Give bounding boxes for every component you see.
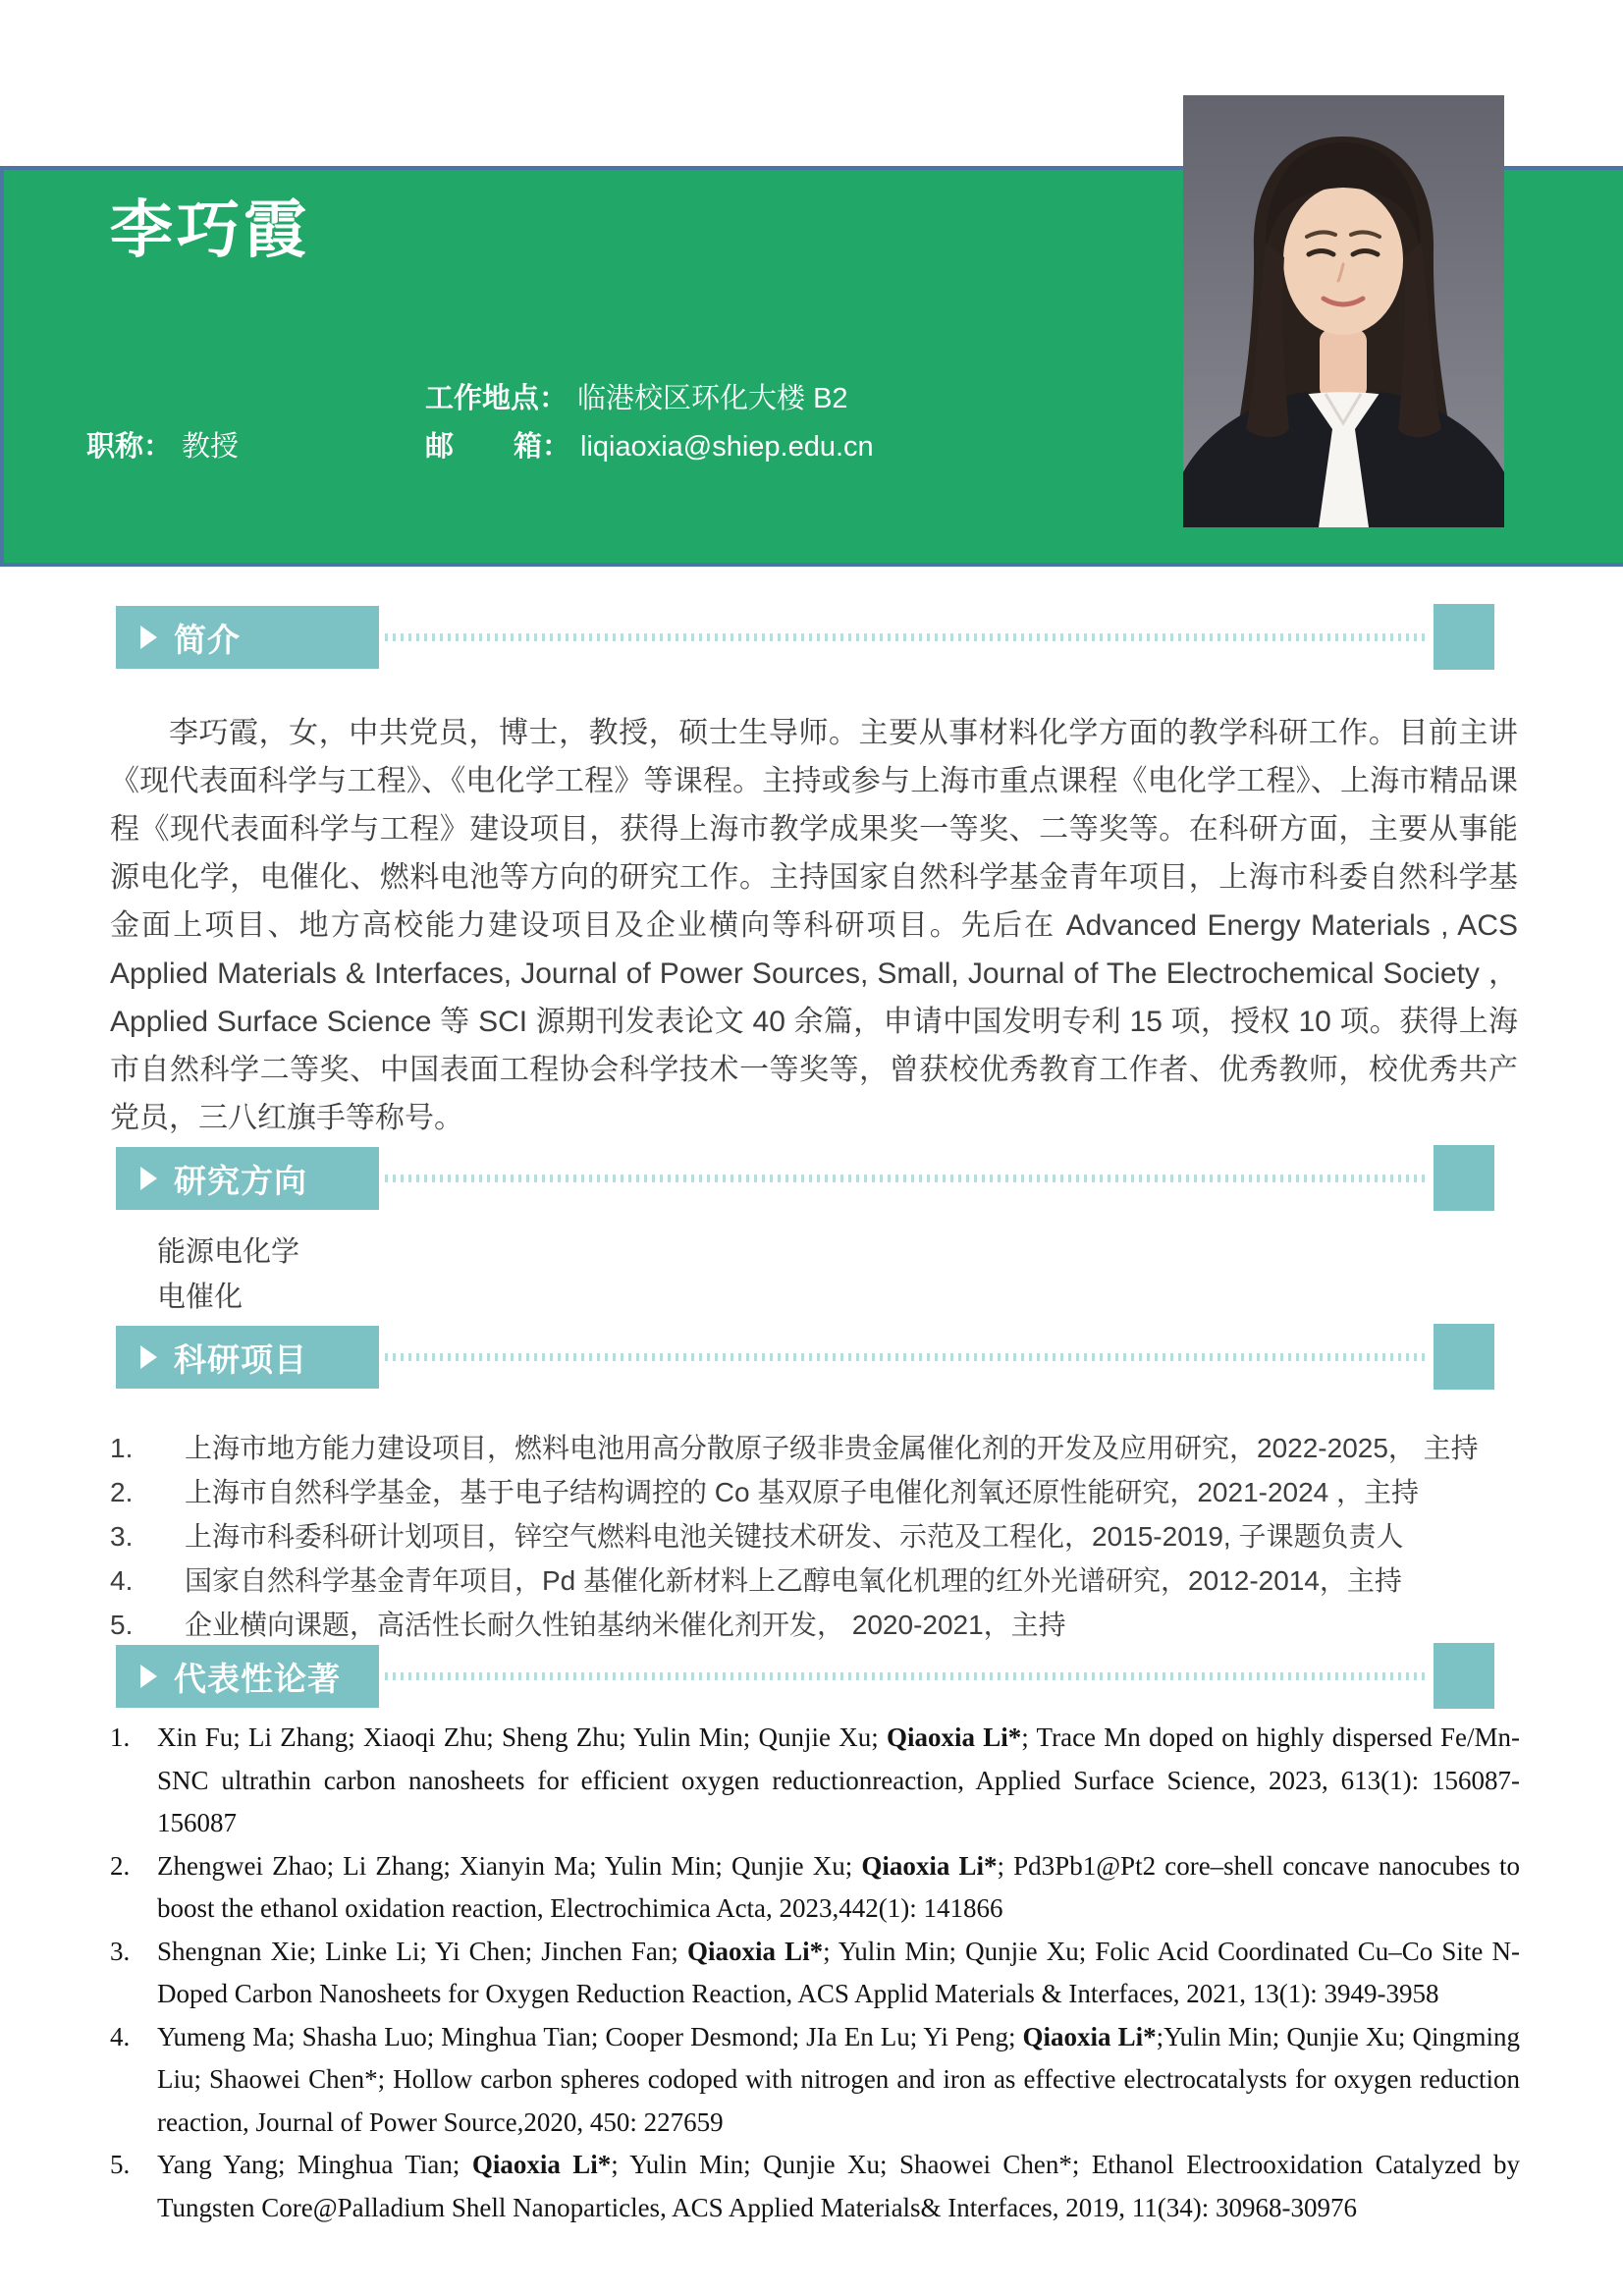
publication-text: ;Yulin Min; Qunjie Xu; Qingming Liu; Shaowei Chen*; Hollow carbon spheres codoped with nitrogen and iron as effective electrocatalysts for oxygen reduction reaction, Journal of Power Source,2020, 450: 227659 bbox=[157, 2021, 1520, 2137]
list-item-number: 4. bbox=[110, 2021, 131, 2051]
list-item-number: 4. bbox=[110, 1565, 134, 1596]
list-item: 5. 企业横向课题，高活性长耐久性铂基纳米催化剂开发， 2020-2021，主持 bbox=[110, 1603, 1518, 1647]
job-title-label: 职称： bbox=[86, 431, 173, 463]
list-item-number: 2. bbox=[110, 1477, 134, 1507]
list-item-number: 3. bbox=[110, 1521, 134, 1552]
list-item-number: 2. bbox=[110, 1850, 131, 1881]
author-highlight: Qiaoxia Li* bbox=[687, 1936, 824, 1966]
job-title-row bbox=[86, 424, 239, 465]
email-row bbox=[425, 424, 874, 465]
divider-end-square bbox=[1434, 1643, 1494, 1709]
publication-text: Xin Fu; Li Zhang; Xiaoqi Zhu; Sheng Zhu; Yulin Min; Qunjie Xu; bbox=[157, 1722, 887, 1752]
list-item: 能源电化学 bbox=[157, 1236, 300, 1268]
page-title: 李巧霞 bbox=[110, 194, 310, 265]
dotted-divider bbox=[385, 1353, 1430, 1361]
publication-text: Yang Yang; Minghua Tian; bbox=[157, 2150, 472, 2179]
publication-text: ; Yulin Min; Qunjie Xu; Folic Acid Coordinated Cu–Co Site N-Doped Carbon Nanosheets for Oxygen Reduction Reaction, ACS Applid Materials & Interfaces, 2021, 13(1): 3949-3958 bbox=[157, 1936, 1521, 2008]
dotted-divider bbox=[385, 633, 1430, 641]
play-arrow-icon bbox=[140, 1345, 157, 1369]
section-header-intro bbox=[116, 606, 379, 669]
list-item: 电催化 bbox=[157, 1282, 243, 1313]
author-highlight: Qiaoxia Li* bbox=[1022, 2021, 1157, 2051]
list-item-number: 1. bbox=[110, 1722, 131, 1752]
list-item-number: 3. bbox=[110, 1936, 131, 1966]
section-title: 科研项目 bbox=[174, 1340, 307, 1378]
list-item-number: 1. bbox=[110, 1433, 134, 1463]
play-arrow-icon bbox=[140, 1665, 157, 1688]
divider-end-square bbox=[1434, 1324, 1494, 1390]
research-project-list bbox=[110, 1426, 1518, 1647]
section-title: 简介 bbox=[174, 621, 241, 658]
section-header-projects bbox=[116, 1326, 379, 1389]
list-item bbox=[110, 1931, 1520, 2016]
list-item bbox=[110, 1845, 1520, 1931]
play-arrow-icon bbox=[140, 1167, 157, 1190]
author-highlight: Qiaoxia Li* bbox=[861, 1850, 998, 1881]
publication-text: Zhengwei Zhao; Li Zhang; Xianyin Ma; Yulin Min; Qunjie Xu; bbox=[157, 1850, 862, 1881]
list-item: 4. 国家自然科学基金青年项目，Pd 基催化新材料上乙醇电氧化机理的红外光谱研究，2012-2014，主持 bbox=[110, 1558, 1518, 1603]
divider-end-square bbox=[1434, 604, 1494, 670]
list-item: 3. 上海市科委科研计划项目，锌空气燃料电池关键技术研发、示范及工程化，2015-2019, 子课题负责人 bbox=[110, 1514, 1518, 1558]
list-item bbox=[110, 1717, 1520, 1845]
intro-paragraph: 李巧霞，女，中共党员，博士，教授，硕士生导师。主要从事材料化学方面的教学科研工作。目前主讲《现代表面科学与工程》、《电化学工程》等课程。主持或参与上海市重点课程《电化学工程》、上海市精品课程《现代表面科学与工程》建设项目，获得上海市教学成果奖一等奖、二等奖等。在科研方面，主要从事能源电化学，电催化、燃料电池等方向的研究工作。主持国家自然科学基金青年项目，上海市科委自然科学基金面上项目、地方高校能力建设项目及企业横向等科研项目。先后在 Advanced Energy Materials , ACS Applied Materials & Interfaces, Journal of Power Sources, Small, Journal of The Electrochemical Society ， Applied Surface Science 等 SCI 源期刊发表论文 40 余篇，申请中国发明专利 15 项，授权 10 项。获得上海市自然科学二等奖、中国表面工程协会科学技术一等奖等，曾获校优秀教育工作者、优秀教师，校优秀共产党员，三八红旗手等称号。 bbox=[110, 717, 1518, 1134]
dotted-divider bbox=[385, 1175, 1430, 1182]
section-header-publications bbox=[116, 1645, 379, 1708]
portrait-photo bbox=[1183, 95, 1504, 527]
list-item: 1. 上海市地方能力建设项目，燃料电池用高分散原子级非贵金属催化剂的开发及应用研究，2022-2025， 主持 bbox=[110, 1426, 1518, 1470]
research-direction-list bbox=[157, 1230, 299, 1320]
work-location-row bbox=[425, 376, 848, 416]
work-location-label: 工作地点： bbox=[425, 383, 568, 414]
section-title: 研究方向 bbox=[174, 1162, 307, 1199]
email-value: liqiaoxia@shiep.edu.cn bbox=[580, 431, 874, 463]
publication-text: Yumeng Ma; Shasha Luo; Minghua Tian; Cooper Desmond; JIa En Lu; Yi Peng; bbox=[157, 2021, 1023, 2051]
dotted-divider bbox=[385, 1672, 1430, 1680]
portrait-illustration bbox=[1183, 95, 1504, 527]
section-header-research bbox=[116, 1147, 379, 1210]
list-item bbox=[110, 2144, 1520, 2229]
section-title: 代表性论著 bbox=[174, 1660, 341, 1697]
publication-text: ; Trace Mn doped on highly dispersed Fe/Mn-SNC ultrathin carbon nanosheets for efficient oxygen reductionreaction, Applied Surface Science, 2023, 613(1): 156087-156087 bbox=[157, 1722, 1521, 1837]
job-title-value: 教授 bbox=[182, 431, 240, 463]
author-highlight: Qiaoxia Li* bbox=[887, 1722, 1022, 1752]
play-arrow-icon bbox=[140, 626, 157, 649]
publication-text: ; Pd3Pb1@Pt2 core–shell concave nanocubes to boost the ethanol oxidation reaction, Electrochimica Acta, 2023,442(1): 141866 bbox=[157, 1850, 1521, 1923]
author-highlight: Qiaoxia Li* bbox=[471, 2150, 612, 2179]
publication-text: ; Yulin Min; Qunjie Xu; Shaowei Chen*; Ethanol Electrooxidation Catalyzed by Tungsten Core@Palladium Shell Nanoparticles, ACS Applied Materials& Interfaces, 2019, 11(34): 30968-30976 bbox=[157, 2150, 1520, 2222]
publication-text: Shengnan Xie; Linke Li; Yi Chen; Jinchen Fan; bbox=[157, 1936, 688, 1966]
email-label: 邮 箱： bbox=[425, 431, 570, 463]
list-item bbox=[110, 2016, 1520, 2145]
work-location-value: 临港校区环化大楼 B2 bbox=[577, 383, 848, 414]
list-item-number: 5. bbox=[110, 1610, 134, 1640]
list-item-number: 5. bbox=[110, 2150, 131, 2179]
list-item: 2. 上海市自然科学基金，基于电子结构调控的 Co 基双原子电催化剂氧还原性能研究，2021-2024 ，主持 bbox=[110, 1470, 1518, 1514]
publication-list bbox=[110, 1717, 1520, 2229]
divider-end-square bbox=[1434, 1145, 1494, 1211]
